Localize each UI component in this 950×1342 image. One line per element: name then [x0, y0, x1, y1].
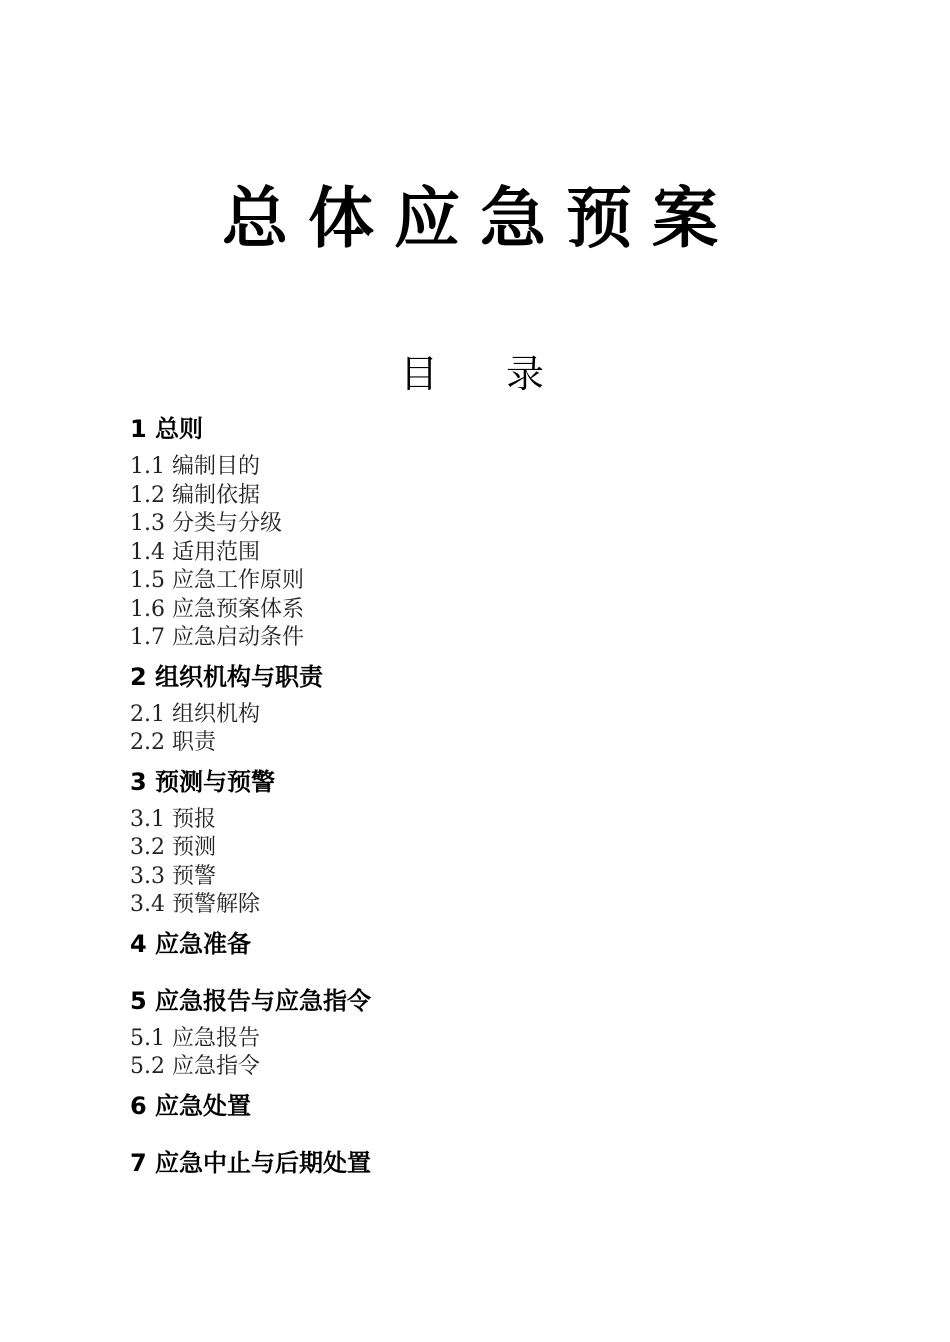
toc-section-title: 2 组织机构与职责	[130, 662, 324, 691]
toc-section-title: 7 应急中止与后期处置	[130, 1148, 372, 1177]
toc-item: 1.4 适用范围	[130, 539, 260, 565]
toc-item: 3.2 预测	[130, 835, 216, 860]
toc-item: 5.1 应急报告	[130, 1025, 260, 1051]
toc-item: 1.7 应急启动条件	[130, 625, 304, 650]
toc-section-7	[130, 1147, 830, 1179]
toc-section-2	[130, 661, 830, 758]
table-of-contents	[130, 408, 830, 1187]
toc-item: 3.4 预警解除	[130, 892, 260, 917]
toc-item: 2.2 职责	[130, 730, 216, 755]
toc-section-title: 3 预测与预警	[130, 767, 276, 796]
toc-section-3	[130, 766, 830, 920]
toc-item: 3.1 预报	[130, 806, 216, 832]
toc-item: 1.5 应急工作原则	[130, 568, 304, 593]
toc-item: 1.6 应急预案体系	[130, 596, 304, 622]
toc-section-6	[130, 1090, 830, 1122]
toc-item: 1.2 编制依据	[130, 482, 260, 508]
toc-section-title: 4 应急准备	[130, 929, 252, 958]
toc-section-title: 5 应急报告与应急指令	[130, 986, 372, 1015]
toc-section-1	[130, 413, 830, 653]
document-title: 总体应急预案	[222, 179, 738, 257]
toc-item: 5.2 应急指令	[130, 1054, 260, 1079]
toc-item: 2.1 组织机构	[130, 701, 260, 727]
toc-item: 3.3 预警	[130, 863, 216, 889]
toc-section-4	[130, 928, 830, 960]
toc-section-5	[130, 985, 830, 1082]
toc-section-title: 6 应急处置	[130, 1091, 252, 1120]
toc-item: 1.3 分类与分级	[130, 511, 282, 536]
toc-item: 1.1 编制目的	[130, 454, 260, 479]
toc-heading: 目 录	[399, 352, 573, 396]
toc-section-title: 1 总则	[130, 415, 204, 443]
